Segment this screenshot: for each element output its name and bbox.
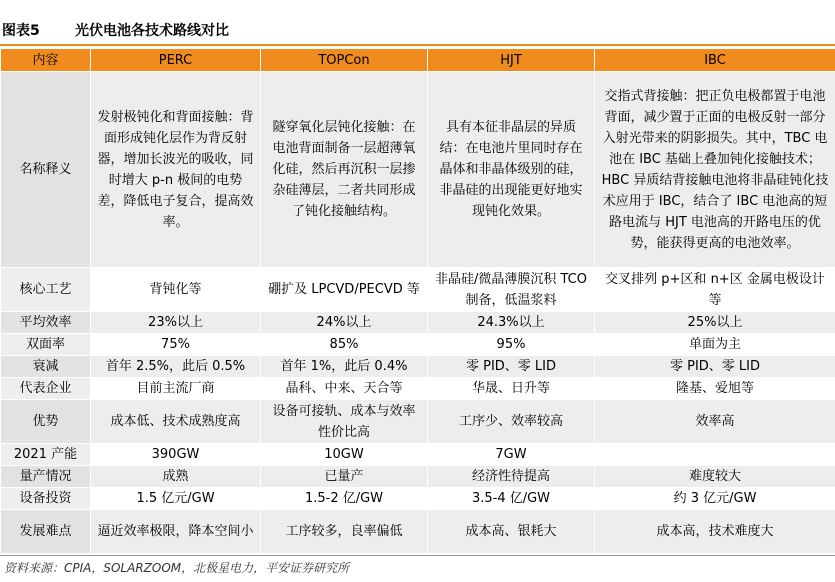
table-cell: 发射极钝化和背面接触：背面形成钝化层作为背反射器，增加长波光的吸收，同时增大 p-n 极间的电势差，降低电子复合，提高效率。 bbox=[91, 72, 261, 268]
table-row bbox=[1, 400, 835, 444]
comparison-table bbox=[0, 48, 835, 554]
table-cell: 成本高，技术难度大 bbox=[595, 510, 835, 554]
table-cell: 成熟 bbox=[91, 466, 261, 488]
table-cell: 设备可接轨、成本与效率性价比高 bbox=[261, 400, 428, 444]
table-cell: 95% bbox=[428, 334, 595, 356]
table-cell: 7GW bbox=[428, 444, 595, 466]
table-row bbox=[1, 510, 835, 554]
table-row bbox=[1, 378, 835, 400]
figure-title-bar bbox=[0, 0, 835, 48]
table-cell: 75% bbox=[91, 334, 261, 356]
row-label: 发展难点 bbox=[1, 510, 91, 554]
table-cell: 经济性待提高 bbox=[428, 466, 595, 488]
figure-title: 光伏电池各技术路线对比 bbox=[75, 23, 229, 39]
row-label: 设备投资 bbox=[1, 488, 91, 510]
row-label: 双面率 bbox=[1, 334, 91, 356]
table-cell: 24%以上 bbox=[261, 312, 428, 334]
table-cell: 工序较多，良率偏低 bbox=[261, 510, 428, 554]
title-divider bbox=[0, 44, 835, 46]
row-label: 平均效率 bbox=[1, 312, 91, 334]
table-cell: 成本高、银耗大 bbox=[428, 510, 595, 554]
table-cell: 硼扩及 LPCVD/PECVD 等 bbox=[261, 268, 428, 312]
table-cell: 目前主流厂商 bbox=[91, 378, 261, 400]
table-cell: 难度较大 bbox=[595, 466, 835, 488]
table-cell: 390GW bbox=[91, 444, 261, 466]
table-cell: 华晟、日升等 bbox=[428, 378, 595, 400]
table-row bbox=[1, 312, 835, 334]
table-row bbox=[1, 334, 835, 356]
table-cell: 85% bbox=[261, 334, 428, 356]
header-hjt: HJT bbox=[428, 49, 595, 72]
table-cell: 非晶硅/微晶薄膜沉积 TCO 制备，低温浆料 bbox=[428, 268, 595, 312]
table-cell: 零 PID、零 LID bbox=[428, 356, 595, 378]
table-cell: 工序少、效率较高 bbox=[428, 400, 595, 444]
row-label: 代表企业 bbox=[1, 378, 91, 400]
table-cell: 首年 1%，此后 0.4% bbox=[261, 356, 428, 378]
table-cell: 效率高 bbox=[595, 400, 835, 444]
row-label: 衰减 bbox=[1, 356, 91, 378]
table-cell: 10GW bbox=[261, 444, 428, 466]
table-row bbox=[1, 466, 835, 488]
table-cell: 隆基、爱旭等 bbox=[595, 378, 835, 400]
table-cell: 零 PID、零 LID bbox=[595, 356, 835, 378]
table-cell: 隧穿氧化层钝化接触：在电池背面制备一层超薄氧化硅，然后再沉积一层掺杂硅薄层，二者共同形成了钝化接触结构。 bbox=[261, 72, 428, 268]
table-cell: 交叉排列 p+区和 n+区 金属电极设计等 bbox=[595, 268, 835, 312]
table-cell: 首年 2.5%，此后 0.5% bbox=[91, 356, 261, 378]
figure-label: 图表5 bbox=[2, 23, 40, 39]
table-cell: 成本低、技术成熟度高 bbox=[91, 400, 261, 444]
table-row bbox=[1, 444, 835, 466]
row-label: 核心工艺 bbox=[1, 268, 91, 312]
table-row bbox=[1, 72, 835, 268]
row-label: 2021 产能 bbox=[1, 444, 91, 466]
table-cell: 交指式背接触：把正负电极都置于电池背面，减少置于正面的电极反射一部分入射光带来的阴影损失。其中，TBC 电池在 IBC 基础上叠加钝化接触技术；HBC 异质结背接触电池将非晶硅钝化技术应用于 IBC，结合了 IBC 电池高的短路电流与 HJT 电池高的开路电压的优势，能获得更高的电池效率。 bbox=[595, 72, 835, 268]
table-cell: 25%以上 bbox=[595, 312, 835, 334]
header-perc: PERC bbox=[91, 49, 261, 72]
table-cell: 晶科、中来、天合等 bbox=[261, 378, 428, 400]
table-row bbox=[1, 356, 835, 378]
header-ibc: IBC bbox=[595, 49, 835, 72]
source-note: 资料来源：CPIA，SOLARZOOM，北极星电力，平安证券研究所 bbox=[4, 561, 350, 575]
table-row bbox=[1, 488, 835, 510]
table-cell: 1.5-2 亿/GW bbox=[261, 488, 428, 510]
table-cell: 已量产 bbox=[261, 466, 428, 488]
table-cell: 3.5-4 亿/GW bbox=[428, 488, 595, 510]
table-cell: 约 3 亿元/GW bbox=[595, 488, 835, 510]
table-cell: 1.5 亿元/GW bbox=[91, 488, 261, 510]
table-cell: 具有本征非晶层的异质结：在电池片里同时存在晶体和非晶体级别的硅，非晶硅的出现能更好地实现钝化效果。 bbox=[428, 72, 595, 268]
table-cell: 23%以上 bbox=[91, 312, 261, 334]
header-content: 内容 bbox=[1, 49, 91, 72]
row-label: 名称释义 bbox=[1, 72, 91, 268]
row-label: 优势 bbox=[1, 400, 91, 444]
table-cell: 单面为主 bbox=[595, 334, 835, 356]
source-divider bbox=[0, 555, 835, 556]
table-cell bbox=[595, 444, 835, 466]
table-header-row bbox=[1, 49, 835, 72]
row-label: 量产情况 bbox=[1, 466, 91, 488]
table-cell: 24.3%以上 bbox=[428, 312, 595, 334]
header-topcon: TOPCon bbox=[261, 49, 428, 72]
table-cell: 背钝化等 bbox=[91, 268, 261, 312]
table-cell: 逼近效率极限，降本空间小 bbox=[91, 510, 261, 554]
table-row bbox=[1, 268, 835, 312]
